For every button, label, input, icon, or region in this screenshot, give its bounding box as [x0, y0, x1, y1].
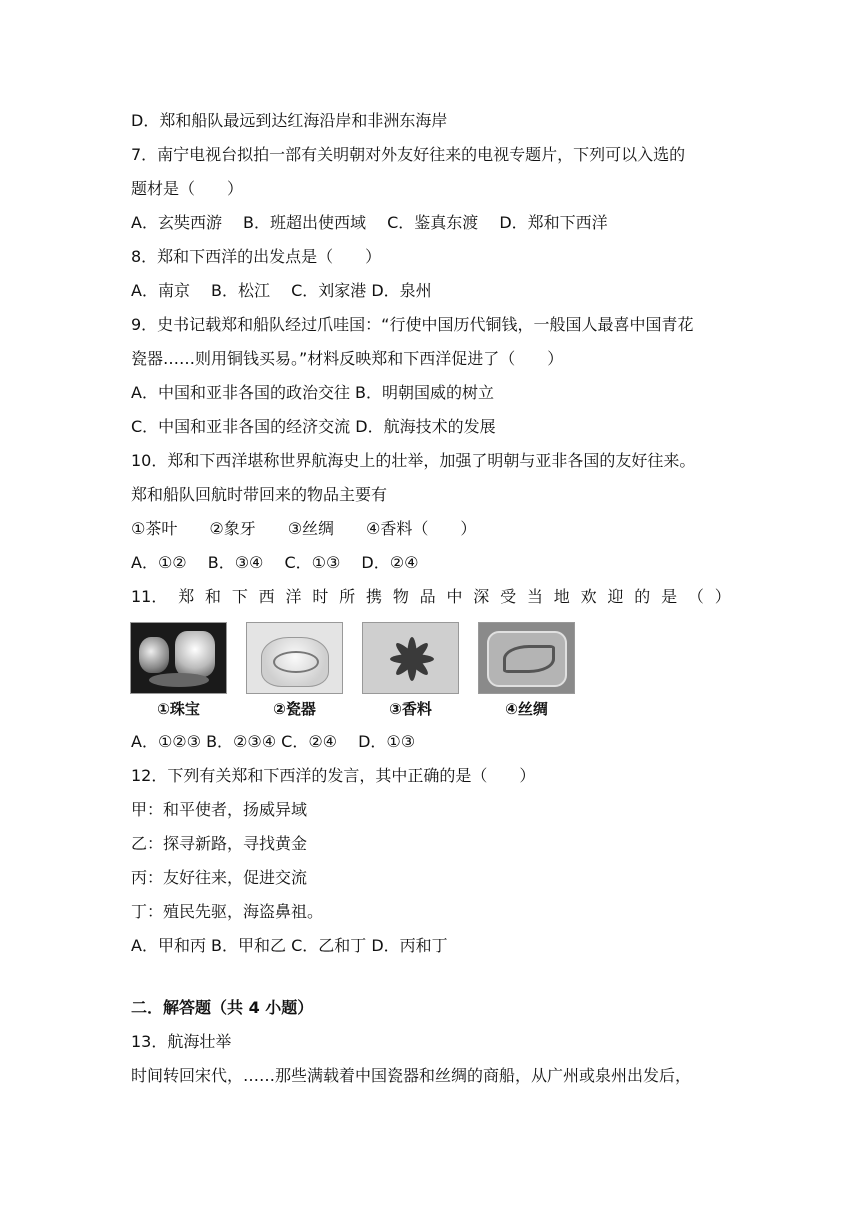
text-line: 10．郑和下西洋堪称世界航海史上的壮举，加强了明朝与亚非各国的友好往来。	[131, 451, 696, 470]
section-title: 二．解答题（共 4 小题）	[131, 998, 314, 1017]
text-line: 甲：和平使者，扬威异域	[131, 800, 308, 819]
text-line: A．①②③ B．②③④ C．②④ D．①③	[131, 732, 416, 751]
text-line: 时间转回宋代，……那些满载着中国瓷器和丝绸的商船，从广州或泉州出发后，	[131, 1066, 692, 1085]
jewelry-image	[130, 622, 227, 694]
question-11-stem: 11． 郑 和 下 西 洋 时 所 携 物 品 中 深 受 当 地 欢 迎 的 是 （ ）	[131, 587, 731, 606]
text-line: 丁：殖民先驱，海盗鼻祖。	[131, 902, 324, 921]
image-item-spice	[363, 622, 458, 725]
silk-image	[478, 622, 575, 694]
image-item-silk	[479, 622, 574, 725]
text-line: 乙：探寻新路，寻找黄金	[131, 834, 308, 853]
text-line: A．南京 B．松江 C．刘家港 D．泉州	[131, 281, 432, 300]
image-item-porcelain	[247, 622, 342, 725]
text-line: 郑和船队回航时带回来的物品主要有	[131, 485, 388, 504]
text-line: 9．史书记载郑和船队经过爪哇国：“行使中国历代铜钱，一般国人最喜中国青花	[131, 315, 694, 334]
text-line: C．中国和亚非各国的经济交流 D．航海技术的发展	[131, 417, 496, 436]
text-line: A．玄奘西游 B．班超出使西域 C．鉴真东渡 D．郑和下西洋	[131, 213, 608, 232]
text-line: 8．郑和下西洋的出发点是（ ）	[131, 247, 382, 266]
text-line: D．郑和船队最远到达红海沿岸和非洲东海岸	[131, 111, 448, 130]
text-line: 7．南宁电视台拟拍一部有关明朝对外友好往来的电视专题片，下列可以入选的	[131, 145, 686, 164]
image-caption: ②瓷器	[273, 700, 316, 718]
question-block-2	[131, 725, 731, 963]
image-caption: ③香料	[389, 700, 432, 718]
text-line: A．中国和亚非各国的政治交往 B．明朝国威的树立	[131, 383, 495, 402]
text-line: 瓷器……则用铜钱买易。”材料反映郑和下西洋促进了（ ）	[131, 349, 564, 368]
document-page	[131, 104, 731, 1093]
image-caption: ①珠宝	[157, 700, 200, 718]
text-line: ①茶叶 ②象牙 ③丝绸 ④香料（ ）	[131, 519, 477, 538]
image-item-jewelry	[131, 622, 226, 725]
text-line: 12．下列有关郑和下西洋的发言，其中正确的是（ ）	[131, 766, 536, 785]
porcelain-image	[246, 622, 343, 694]
text-line: 题材是（ ）	[131, 179, 244, 198]
text-line: 丙：友好往来，促进交流	[131, 868, 308, 887]
text-line: 13．航海壮举	[131, 1032, 232, 1051]
image-caption: ④丝绸	[505, 700, 548, 718]
question-block-1	[131, 104, 731, 580]
star-anise-image	[362, 622, 459, 694]
text-line: A．①② B．③④ C．①③ D．②④	[131, 553, 419, 572]
question-11-images	[131, 622, 731, 725]
text-line: A．甲和丙 B．甲和乙 C．乙和丁 D．丙和丁	[131, 936, 448, 955]
